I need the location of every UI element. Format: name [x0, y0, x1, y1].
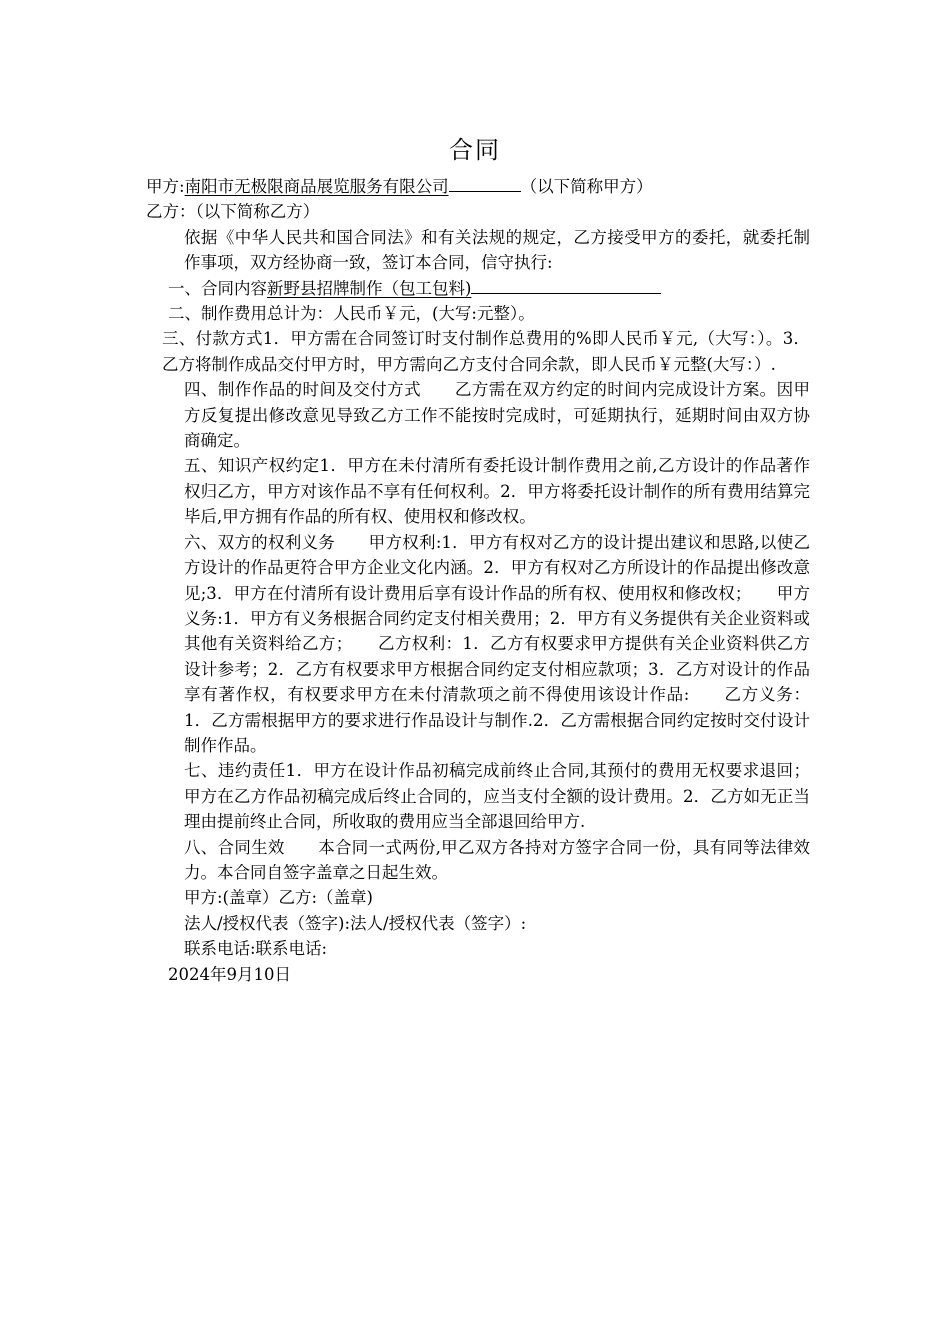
- party-a-blank: [449, 176, 521, 192]
- party-b-line: 乙方：（以下简称乙方）: [146, 202, 320, 222]
- clause-4: 四、制作作品的时间及交付方式 乙方需在双方约定的时间内完成设计方案。因甲方反复提出修改意见导致乙方工作不能按时完成时，可延期执行，延期时间由双方协商确定。: [184, 380, 810, 451]
- clause-3: 三、付款方式1．甲方需在合同签订时支付制作总费用的%即人民币￥元,（大写：）。3．乙方将制作成品交付甲方时，甲方需向乙方支付合同余款，即人民币￥元整(大写：）.: [162, 329, 810, 374]
- preamble: 依据《中华人民共和国合同法》和有关法规的规定，乙方接受甲方的委托，就委托制作事项，双方经协商一致，签订本合同，信守执行:: [184, 227, 810, 273]
- party-a-suffix: （以下简称甲方）: [520, 177, 653, 196]
- party-a-name: 南阳市无极限商品展览服务有限公司: [184, 177, 449, 196]
- clause-2: 二、制作费用总计为：人民币￥元，(大写:元整）。: [168, 304, 535, 324]
- clause-1-value: 新野县招牌制作（包工包料): [267, 278, 472, 298]
- clause-1-prefix: 一、合同内容: [168, 278, 267, 298]
- clause-5: 五、知识产权约定1．甲方在未付清所有委托设计制作费用之前,乙方设计的作品著作权归乙方，甲方对该作品不享有任何权利。2．甲方将委托设计制作的所有费用结算完毕后,甲方拥有作品的所有权、使用权和修改权。: [184, 456, 810, 527]
- clause-6: 六、双方的权利义务 甲方权利:1．甲方有权对乙方的设计提出建议和思路,以使乙方设计的作品更符合甲方企业文化内涵。2．甲方有权对乙方所设计的作品提出修改意见;3．甲方在付清所有设计费用后享有设计作品的所有权、使用权和修改权； 甲方义务:1．甲方有义务根据合同约定支付相关费用；2．甲方有义务提供有关企业资料或其他有关资料给乙方； 乙方权利：1．乙方有权要求甲方提供有关企业资料供乙方设计参考；2．乙方有权要求甲方根据合同约定支付相应款项；3．乙方对设计的作品享有著作权，有权要求甲方在未付清款项之前不得使用该设计作品: 乙方义务：1．乙方需根据甲方的要求进行作品设计与制作.2．乙方需根据合同约定按时交付设计制作作品。: [184, 532, 810, 755]
- clause-8: 八、合同生效 本合同一式两份,甲乙双方各持对方签字合同一份，具有同等法律效力。本合同自签字盖章之日起生效。: [184, 837, 810, 882]
- clause-1: [146, 276, 810, 301]
- clause-7: 七、违约责任1．甲方在设计作品初稿完成前终止合同,其预付的费用无权要求退回；甲方在乙方作品初稿完成后终止合同的，应当支付全额的设计费用。2．乙方如无正当理由提前终止合同，所收取的费用应当全部退回给甲方.: [184, 761, 810, 832]
- party-a-prefix: 甲方:: [146, 177, 185, 196]
- clause-1-blank: [471, 278, 661, 294]
- signature-phone-line: 联系电话:联系电话:: [184, 939, 328, 959]
- contract-body: [146, 174, 810, 987]
- signature-seal-line: 甲方:(盖章）乙方:（盖章): [184, 888, 373, 908]
- signing-date: 2024年9月10日: [168, 964, 291, 984]
- party-a-line: [146, 174, 810, 199]
- signature-representative-line: 法人/授权代表（签字):法人/授权代表（签字）:: [184, 913, 527, 933]
- document-title: 合同: [449, 136, 501, 164]
